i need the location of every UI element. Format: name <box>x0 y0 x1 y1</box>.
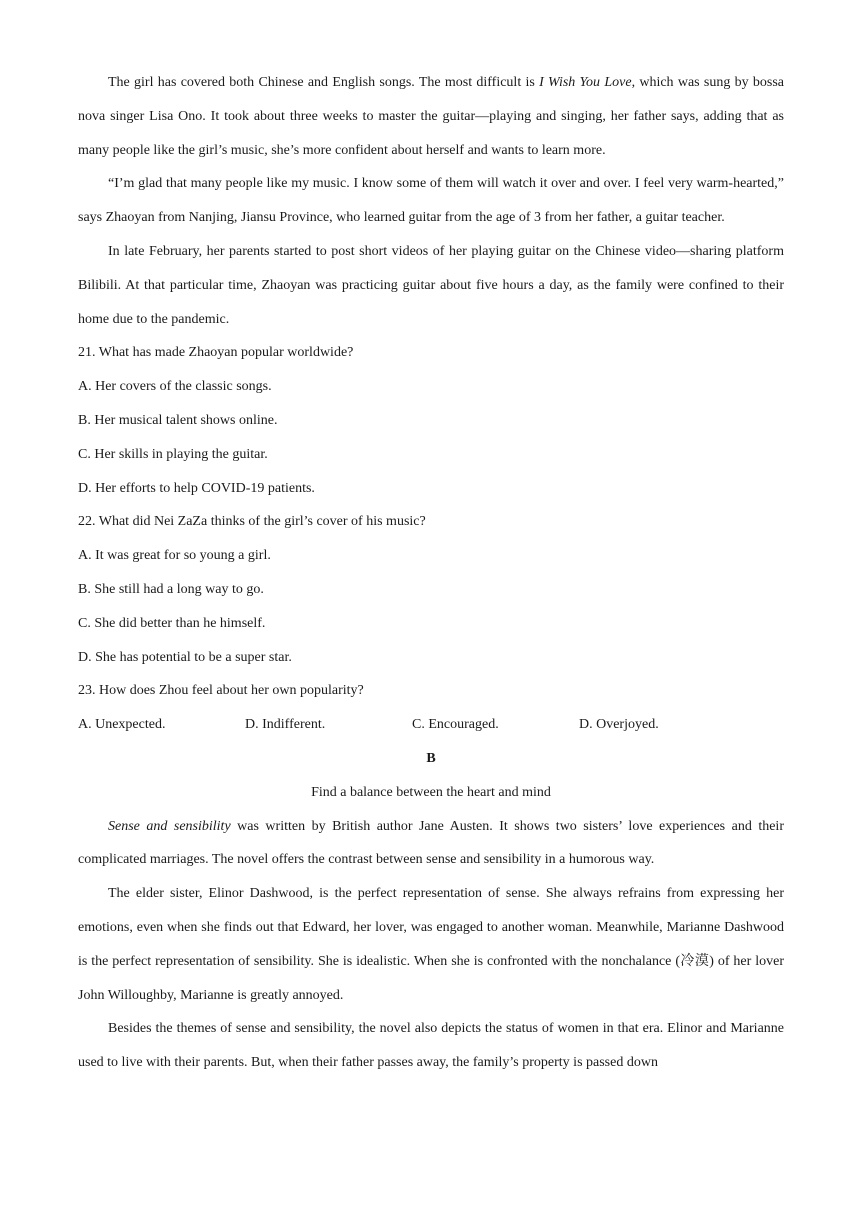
question-23-stem: 23. How does Zhou feel about her own popularity? <box>78 683 364 699</box>
question-21-option-a: A. Her covers of the classic songs. <box>78 379 272 395</box>
question-23-options <box>78 708 784 742</box>
passage-b-paragraph-3: Besides the themes of sense and sensibility, the novel also depicts the status of women in that era. Elinor and Marianne used to live with their parents. But, when their father passes away, the family’s property is passed down <box>78 1021 784 1071</box>
song-title: I Wish You Love <box>539 75 632 90</box>
paragraph-text: , which was sung by bossa nova singer Lisa Ono. It took about three weeks to master the guitar—playing and singing, her father says, adding that as many people like the girl’s music, she’s more confident about herself and wants to learn more. <box>78 75 785 158</box>
question-22-stem: 22. What did Nei ZaZa thinks of the girl’s cover of his music? <box>78 514 426 530</box>
question-23-option-b: D. Indifferent. <box>245 717 326 733</box>
question-23-option-a: A. Unexpected. <box>78 717 166 733</box>
passage-a-paragraph-1 <box>78 66 784 167</box>
question-21-stem: 21. What has made Zhaoyan popular worldwide? <box>78 345 354 361</box>
passage-b-paragraph-1 <box>78 810 784 878</box>
book-title: Sense and sensibility <box>108 818 231 834</box>
question-22-option-d: D. She has potential to be a super star. <box>78 649 292 665</box>
paragraph-text: The girl has covered both Chinese and English songs. The most difficult is <box>108 75 540 90</box>
passage-b-paragraph-2: The elder sister, Elinor Dashwood, is the perfect representation of sense. She always refrains from expressing her emotions, even when she finds out that Edward, her lover, was engaged to another woman. Meanwhile, Marianne Dashwood is the perfect representation of sensibility. She is idealistic. When she is confronted with the nonchalance (冷漠) of her lover John Willoughby, Marianne is greatly annoyed. <box>78 886 784 1003</box>
section-label: B <box>426 750 436 766</box>
passage-b-title: Find a balance between the heart and mind <box>311 784 551 800</box>
question-22-option-c: C. She did better than he himself. <box>78 615 266 631</box>
question-21-option-c: C. Her skills in playing the guitar. <box>78 446 268 462</box>
passage-a-paragraph-2: “I’m glad that many people like my music. I know some of them will watch it over and over. I feel very warm-hearted,” says Zhaoyan from Nanjing, Jiansu Province, who learned guitar from the age of 3 from her father, a guitar teacher. <box>78 176 784 226</box>
document-page <box>78 66 784 1080</box>
question-23-option-c: C. Encouraged. <box>412 717 499 733</box>
question-21-option-b: B. Her musical talent shows online. <box>78 412 278 428</box>
question-21-option-d: D. Her efforts to help COVID-19 patients. <box>78 480 315 496</box>
passage-a-paragraph-3: In late February, her parents started to post short videos of her playing guitar on the Chinese video—sharing platform Bilibili. At that particular time, Zhaoyan was practicing guitar about five hours a day, as the family were confined to their home due to the pandemic. <box>78 243 784 327</box>
question-23-option-d: D. Overjoyed. <box>579 717 659 733</box>
question-22-option-b: B. She still had a long way to go. <box>78 581 264 597</box>
question-22-option-a: A. It was great for so young a girl. <box>78 548 271 564</box>
paragraph-text: was written by British author Jane Austen. It shows two sisters’ love experiences and their complicated marriages. The novel offers the contrast between sense and sensibility in a humorous way. <box>78 818 784 868</box>
